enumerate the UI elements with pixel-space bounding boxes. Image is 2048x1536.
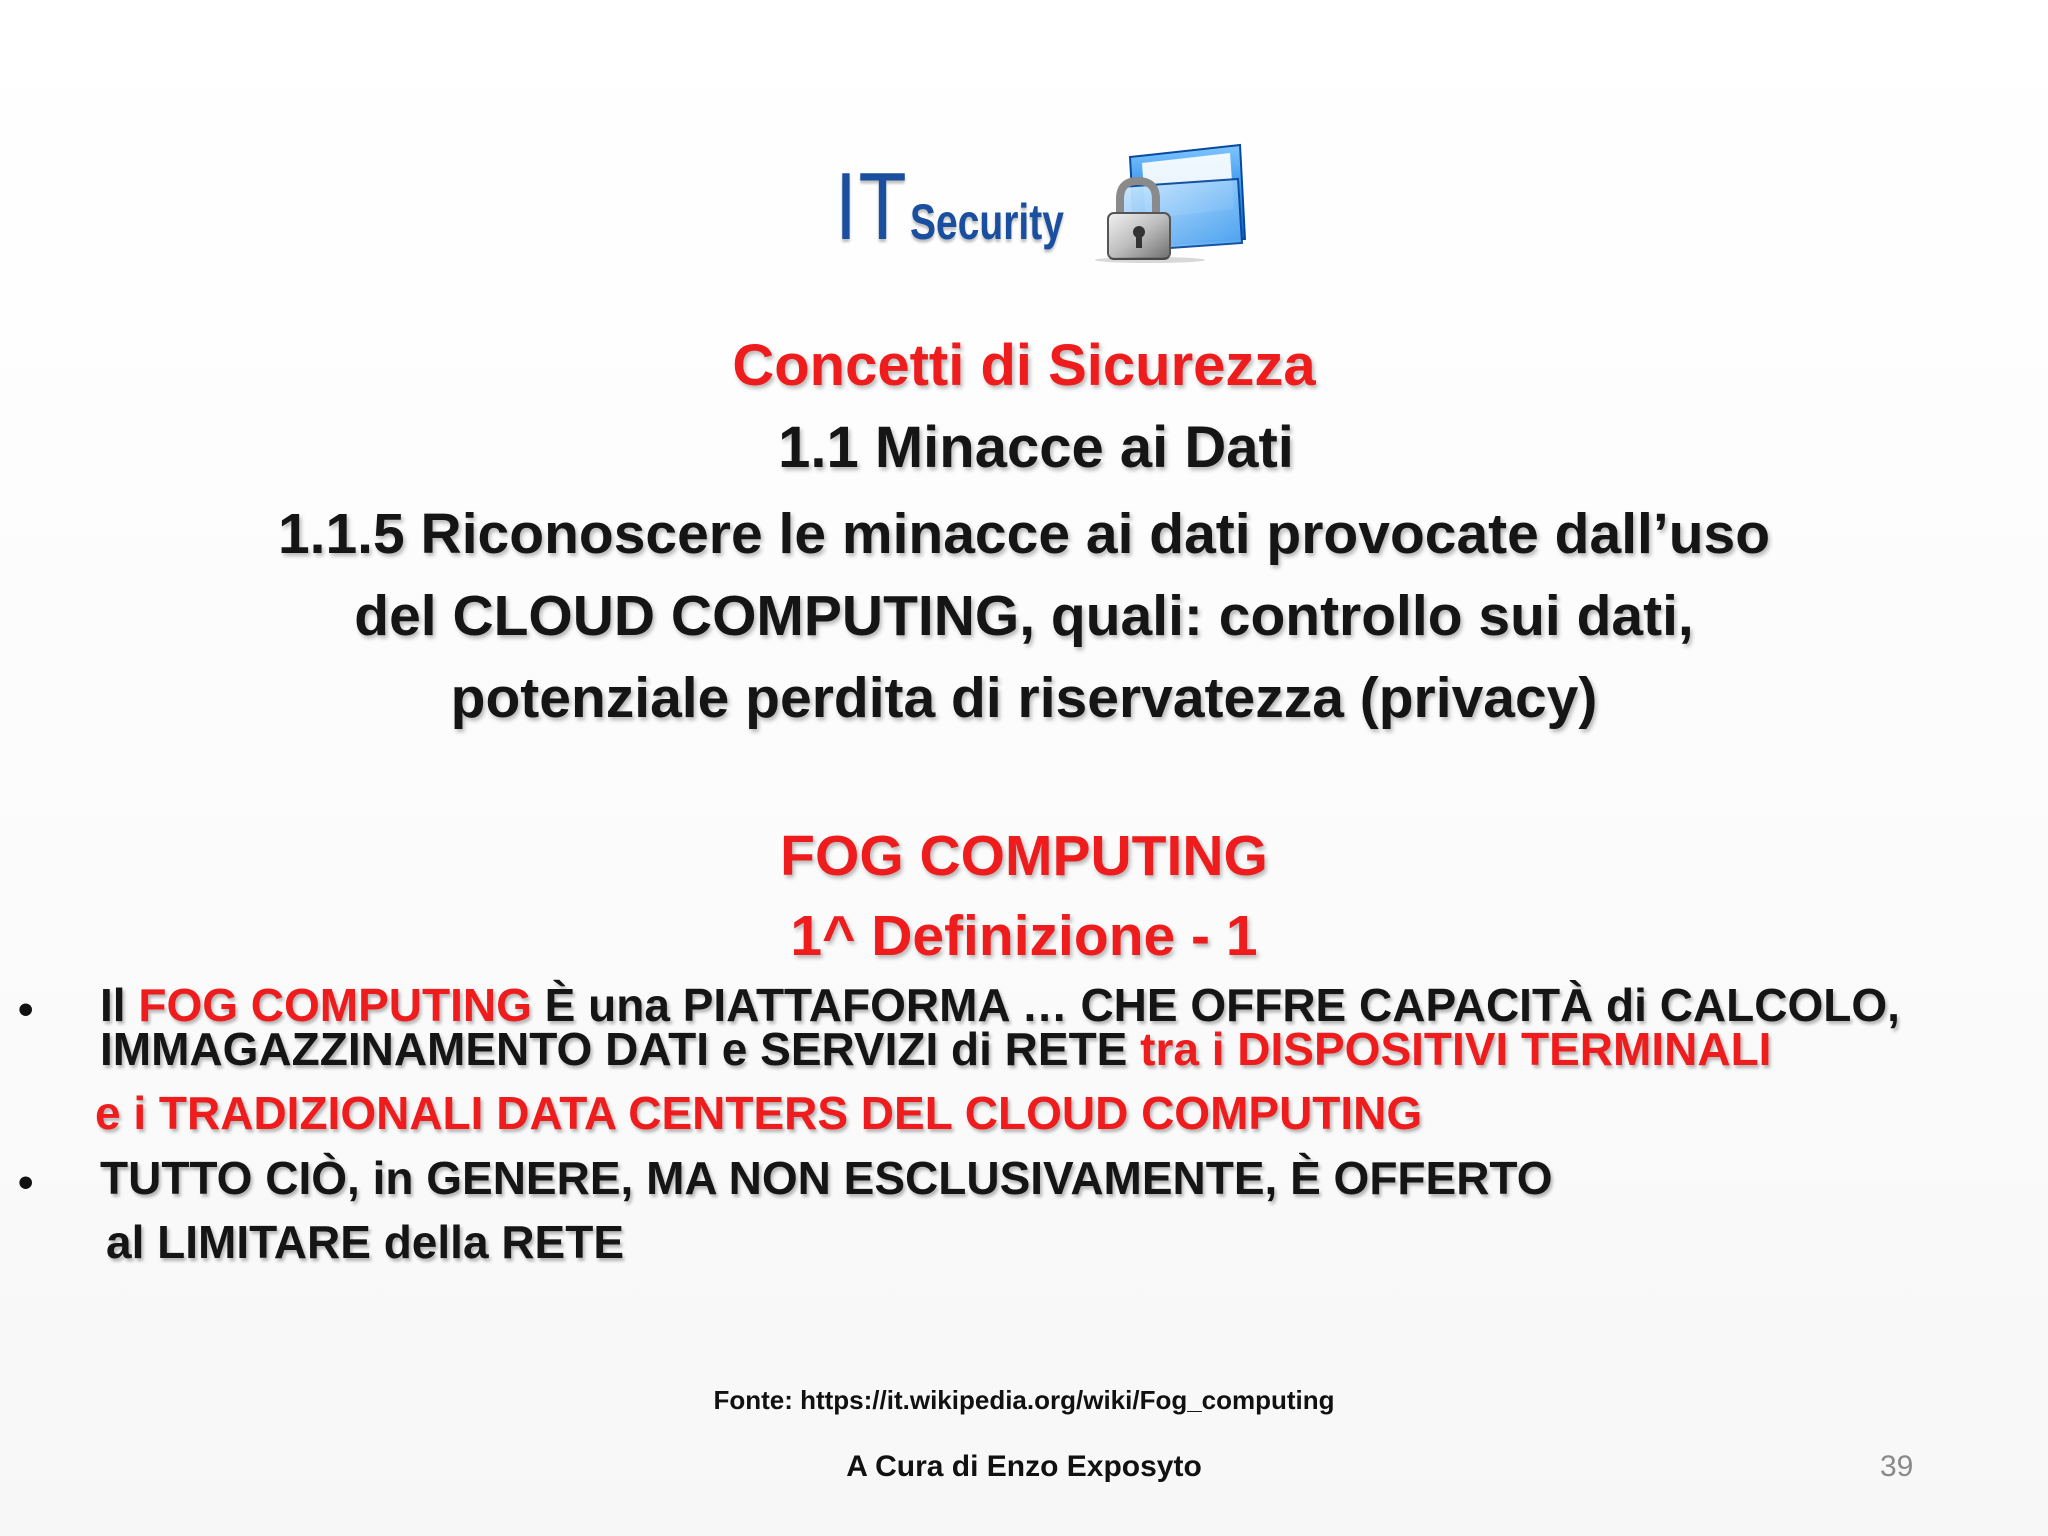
bullet-marker: • bbox=[18, 1158, 34, 1207]
bullet-marker: • bbox=[18, 985, 34, 1034]
bullet-1-line-2-text: IMMAGAZZINAMENTO DATI e SERVIZI di RETE bbox=[100, 1023, 1141, 1075]
bullet-1-text-b: È una PIATTAFORMA … CHE OFFRE CAPACITÀ di CALCOLO, bbox=[531, 979, 1900, 1031]
section-title: Concetti di Sicurezza bbox=[732, 333, 1316, 398]
bullet-1-line-3: e i TRADIZIONALI DATA CENTERS DEL CLOUD COMPUTING bbox=[95, 1087, 1423, 1139]
folder-padlock-icon bbox=[1090, 139, 1250, 264]
bullet-2-line-2: al LIMITARE della RETE bbox=[106, 1216, 624, 1268]
logo-wordmark bbox=[835, 135, 1108, 260]
source-citation: Fonte: https://it.wikipedia.org/wiki/Fog_computing bbox=[713, 1385, 1335, 1415]
bullet-1-line-2 bbox=[100, 1024, 1771, 1074]
it-security-logo bbox=[835, 135, 1255, 260]
logo-it-text: IT bbox=[835, 153, 909, 260]
definition-title: 1^ Definizione - 1 bbox=[790, 904, 1258, 968]
bullet-2-line-1: TUTTO CIÒ, in GENERE, MA NON ESCLUSIVAMENTE, È OFFERTO bbox=[100, 1152, 1553, 1204]
bullet-1-text-a: Il bbox=[100, 979, 139, 1031]
page-number: 39 bbox=[1880, 1450, 1914, 1483]
topic-line-2: del CLOUD COMPUTING, quali: controllo sui dati, bbox=[354, 584, 1694, 648]
topic-line-3: potenziale perdita di riservatezza (privacy) bbox=[450, 666, 1598, 730]
fog-computing-title: FOG COMPUTING bbox=[780, 824, 1268, 888]
subsection-title: 1.1 Minacce ai Dati bbox=[778, 415, 1294, 480]
topic-title bbox=[0, 493, 2048, 739]
bullet-1-line-2-highlight: tra i DISPOSITIVI TERMINALI bbox=[1140, 1023, 1772, 1075]
bullet-1-highlight: FOG COMPUTING bbox=[138, 979, 532, 1031]
topic-line-1: 1.1.5 Riconoscere le minacce ai dati provocate dall’uso bbox=[277, 502, 1771, 566]
logo-security-text: Security bbox=[910, 194, 1065, 250]
author-credit: A Cura di Enzo Exposyto bbox=[846, 1450, 1202, 1483]
